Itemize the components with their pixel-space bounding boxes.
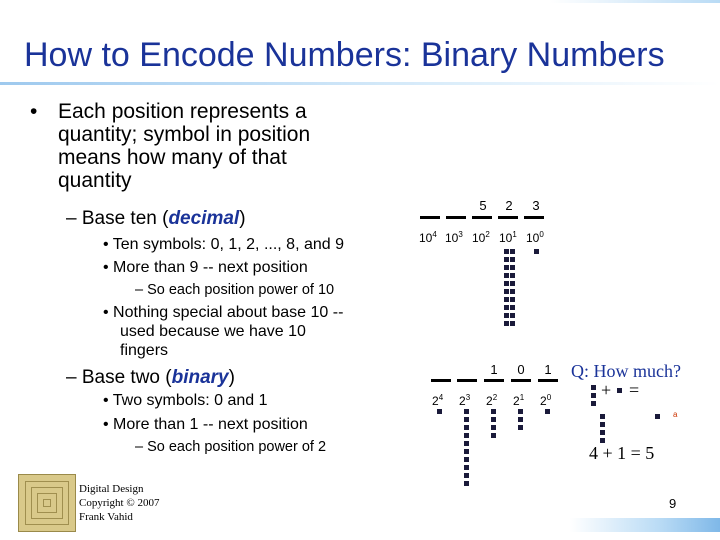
quantity-dot [504,257,509,262]
power-exponent: 3 [465,393,471,402]
quantity-dot [437,409,442,414]
power-exponent: 2 [492,393,498,402]
decimal-power-0 [526,230,544,245]
binary-slot-3 [484,379,504,382]
power-exponent: 2 [485,230,490,239]
quantity-dot [510,313,515,318]
decimal-heading-suffix: ) [239,208,246,229]
binary-digit-2: 0 [517,362,525,377]
quantity-dot [510,249,515,254]
quantity-dot [464,449,469,454]
quantity-dot [600,430,605,435]
quantity-dot [464,425,469,430]
quantity-dot [504,305,509,310]
footer-line-3: Frank Vahid [79,511,133,523]
footer-line-2: Copyright © 2007 [79,497,160,509]
power-exponent: 0 [546,393,552,402]
power-base: 10 [472,231,486,245]
power-base: 2 [486,394,493,408]
title-underline [0,82,720,85]
quantity-dot [510,257,515,262]
quantity-dot [504,321,509,326]
quantity-dot [504,273,509,278]
decimal-heading-prefix: – Base ten ( [66,208,169,229]
decimal-slot-1 [420,216,440,219]
eq-dot [617,388,622,393]
quantity-dot [600,422,605,427]
decimal-slot-2 [446,216,466,219]
binary-power-4 [432,393,443,408]
power-base: 2 [432,394,439,408]
bullet-dot: • [30,100,38,123]
quantity-dot [464,433,469,438]
decimal-power-1 [499,230,517,245]
decimal-digit-3: 3 [532,198,540,213]
book-logo [18,474,76,532]
quantity-dot [510,281,515,286]
decimal-heading [66,208,246,230]
quantity-dot [518,425,523,430]
quantity-dot [464,441,469,446]
quantity-dot [655,414,660,419]
power-exponent: 0 [539,230,544,239]
quantity-dot [510,297,515,302]
footer-line-1: Digital Design [79,483,144,495]
power-base: 10 [499,231,513,245]
quantity-dot [504,265,509,270]
quantity-dot [464,417,469,422]
quantity-dot [464,473,469,478]
quantity-dot [504,281,509,286]
quantity-dot [504,313,509,318]
decimal-power-2 [472,230,490,245]
quantity-dot [518,417,523,422]
quantity-dot [504,289,509,294]
quantity-dot [464,409,469,414]
eq-equals: = [629,380,640,400]
decimal-item-1: • Ten symbols: 0, 1, 2, ..., 8, and 9 [103,236,344,253]
decimal-power-4 [419,230,437,245]
quantity-dot [491,433,496,438]
quantity-dot [510,289,515,294]
binary-power-2 [486,393,497,408]
binary-digit-3: 1 [544,362,552,377]
eq-plus: + [601,380,612,400]
quantity-dot [518,409,523,414]
decimal-digit-2: 2 [505,198,513,213]
footer-credits [79,482,159,524]
top-corner-stripe [550,0,720,3]
decimal-unit-dot [534,249,539,254]
decimal-slot-5 [524,216,544,219]
power-exponent: 3 [458,230,463,239]
quantity-dot [491,417,496,422]
power-base: 2 [513,394,520,408]
power-base: 10 [419,231,433,245]
power-exponent: 4 [438,393,444,402]
binary-slot-5 [538,379,558,382]
quantity-dot [491,409,496,414]
decimal-subitem: – So each position power of 10 [135,282,335,298]
binary-heading-prefix: – Base two ( [66,367,172,388]
tiny-mark: a [673,410,678,419]
question-label: Q: How much? [571,361,681,381]
quantity-dot [510,265,515,270]
binary-power-3 [459,393,470,408]
binary-term: binary [171,367,229,388]
binary-unit-dot [545,409,550,414]
quantity-dot [510,273,515,278]
eq-dot [591,401,596,406]
binary-digit-1: 1 [490,362,498,377]
decimal-item-3-line3: fingers [120,342,169,359]
power-exponent: 4 [432,230,437,239]
power-exponent: 1 [519,393,525,402]
main-bullet-text: Each position represents a quantity; symbol in position means how many of that quantity [58,100,311,192]
decimal-item-3-line1: • Nothing special about base 10 -- [103,304,344,321]
decimal-digit-1: 5 [479,198,487,213]
decimal-power-3 [445,230,463,245]
quantity-dot [491,425,496,430]
decimal-item-2: • More than 9 -- next position [103,259,308,276]
binary-subitem: – So each position power of 2 [135,439,327,455]
binary-slot-1 [431,379,451,382]
decimal-term: decimal [168,208,240,229]
slide-title: How to Encode Numbers: Binary Numbers [24,36,665,74]
equation-final: 4 + 1 = 5 [589,443,655,463]
binary-heading [66,367,235,389]
power-base: 2 [540,394,547,408]
eq-dot [591,393,596,398]
power-base: 10 [526,231,540,245]
quantity-dot [510,321,515,326]
page-number: 9 [669,496,677,511]
footer-accent-bar [570,518,720,532]
quantity-dot [464,457,469,462]
binary-slot-4 [511,379,531,382]
binary-item-1: • Two symbols: 0 and 1 [103,392,268,409]
power-base: 10 [445,231,459,245]
quantity-dot [464,481,469,486]
power-exponent: 1 [512,230,517,239]
decimal-slot-3 [472,216,492,219]
quantity-dot [464,465,469,470]
quantity-dot [510,305,515,310]
eq-dot [591,385,596,390]
binary-power-0 [540,393,551,408]
quantity-dot [504,249,509,254]
binary-power-1 [513,393,524,408]
decimal-item-3-line2: used because we have 10 [120,323,306,340]
quantity-dot [504,297,509,302]
power-base: 2 [459,394,466,408]
binary-slot-2 [457,379,477,382]
main-bullet [30,100,360,192]
quantity-dot [600,414,605,419]
binary-heading-suffix: ) [228,367,235,388]
decimal-slot-4 [498,216,518,219]
binary-item-2: • More than 1 -- next position [103,416,308,433]
